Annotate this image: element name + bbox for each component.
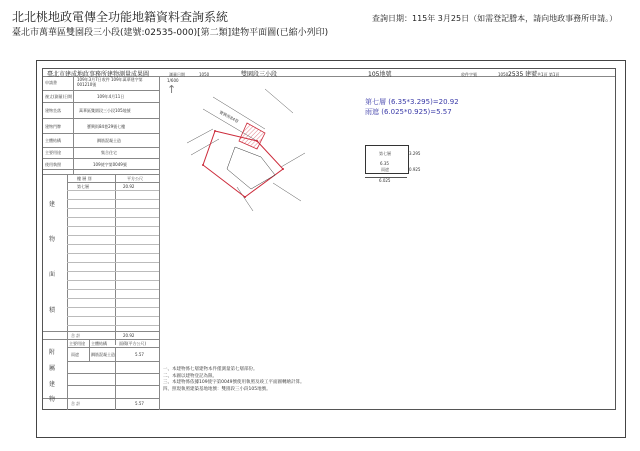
annex-total-label: 合 計	[71, 401, 81, 406]
annex-col-structure: 主體結構	[91, 341, 107, 346]
north-arrow-icon: ↑	[167, 83, 177, 96]
info-value: 109使字第0049號	[93, 162, 127, 167]
area-table-rule	[67, 226, 159, 227]
survey-sheet	[42, 68, 616, 410]
area-table-rule	[67, 244, 159, 245]
building-number: 2535 建號	[508, 71, 538, 78]
annex-row-structure: 鋼筋混凝土造	[91, 352, 115, 357]
info-label: 建物坐落	[45, 108, 61, 113]
note-item: 四、照現執照建築基地地號：雙園段三小段105地號。	[163, 386, 271, 392]
annex-side-label: 建	[49, 381, 56, 388]
floor-plan-canopy-height: 0.925	[409, 167, 421, 172]
calc-line: 雨遮 (6.025*0.925)=5.57	[365, 108, 452, 116]
area-row-floor: 第七層	[77, 184, 89, 189]
area-col-floor: 樓 層 別	[77, 176, 92, 181]
floor-plan-canopy-width: 6.025	[379, 178, 391, 183]
info-label: 建物門牌	[45, 124, 61, 129]
info-value: 集合住宅	[101, 150, 117, 155]
annex-side-label: 屬	[49, 365, 56, 372]
area-table-rule	[67, 298, 159, 299]
floor-plan-room-label: 第七層	[379, 151, 391, 156]
small-header-right-2: 共1頁 第1頁	[537, 72, 560, 77]
area-side-label: 積	[49, 307, 56, 314]
annex-total-value: 5.57	[135, 401, 144, 406]
area-table-rule	[67, 208, 159, 209]
annex-col-area: 面積(平方公尺)	[119, 341, 147, 346]
info-value: 109年4月11日	[97, 94, 125, 99]
info-label: 複丈(測量)日期	[45, 94, 73, 99]
info-label: 主要用途	[45, 150, 61, 155]
area-table-rule	[67, 217, 159, 218]
area-table-rule	[67, 262, 159, 263]
area-table-rule	[67, 271, 159, 272]
query-date: 查詢日期：115年 3月25日（如需登記謄本，請向地政事務所申請。）	[372, 14, 618, 23]
small-header-left-2: 收件字號	[461, 72, 477, 77]
small-header-mid: 1050	[199, 72, 210, 77]
note-item: 二、本圖以建物登記為限。	[163, 373, 217, 379]
calc-line: 第七層 (6.35*3.295)=20.92	[365, 98, 459, 106]
office-title: 臺北市建成地政事務所建物測量成果圖	[47, 71, 150, 78]
note-item: 一、本建物係七層建物本件僅測量第七層部份。	[163, 367, 258, 372]
area-table-rule	[67, 253, 159, 254]
info-label: 使用執照	[45, 162, 61, 167]
land-number: 105地號	[368, 71, 392, 78]
floor-plan-height: 3.295	[409, 151, 421, 156]
annex-side-label: 物	[49, 396, 56, 403]
area-table-rule	[67, 235, 159, 236]
area-side-label: 建	[49, 201, 56, 208]
area-table-rule	[67, 307, 159, 308]
section-name: 雙園段三小段	[241, 71, 278, 78]
area-row-value: 20.92	[123, 184, 135, 189]
floor-plan-canopy-label: 雨遮	[381, 167, 389, 172]
annex-side-label: 附	[49, 349, 56, 356]
area-table-rule	[67, 199, 159, 200]
area-table-rule	[67, 190, 159, 191]
annex-row-area: 5.57	[135, 352, 144, 357]
small-header-right-1: 1050	[498, 72, 509, 77]
info-label: 申請書	[45, 80, 57, 85]
area-total-label: 合 計	[71, 333, 81, 338]
area-total-value: 20.92	[123, 333, 135, 338]
page-title: 北北桃地政電傳全功能地籍資料查詢系統	[12, 10, 229, 24]
small-header-left: 測量日期	[169, 72, 185, 77]
info-value: 萬華區雙園段三小段105地號	[79, 108, 131, 113]
area-table-rule	[67, 316, 159, 317]
area-table-rule	[67, 289, 159, 290]
area-table-rule	[67, 325, 159, 326]
note-item: 三、本建物係依據109使字第0049號使用執照及竣工平面圖轉繪計算。	[163, 380, 305, 385]
floor-plan-width: 6.35	[380, 161, 389, 166]
area-table-rule	[67, 280, 159, 281]
location-sketch	[173, 83, 313, 218]
area-col-unit: 平方公尺	[127, 176, 143, 181]
info-value: 鋼筋混凝土造	[97, 138, 121, 143]
annex-row-use: 雨遮	[71, 352, 79, 357]
annex-col-use: 主要用途	[69, 341, 85, 346]
area-side-label: 面	[49, 271, 56, 278]
document-subtitle: 臺北市萬華區雙園段三小段(建號:02535-000)[第二類]建物平面圖(已縮小列印)	[12, 28, 329, 38]
sketch-scale: 1/600	[167, 78, 179, 83]
notes-list	[163, 367, 305, 393]
info-label: 主體結構	[45, 138, 61, 143]
info-value: 寶興街84巷29號七樓	[87, 124, 126, 129]
area-side-label: 物	[49, 236, 56, 243]
info-value: 109年3月7日收件 109年萬華建字第001210號	[77, 77, 143, 87]
street-label: 寶興街84巷	[218, 109, 240, 124]
